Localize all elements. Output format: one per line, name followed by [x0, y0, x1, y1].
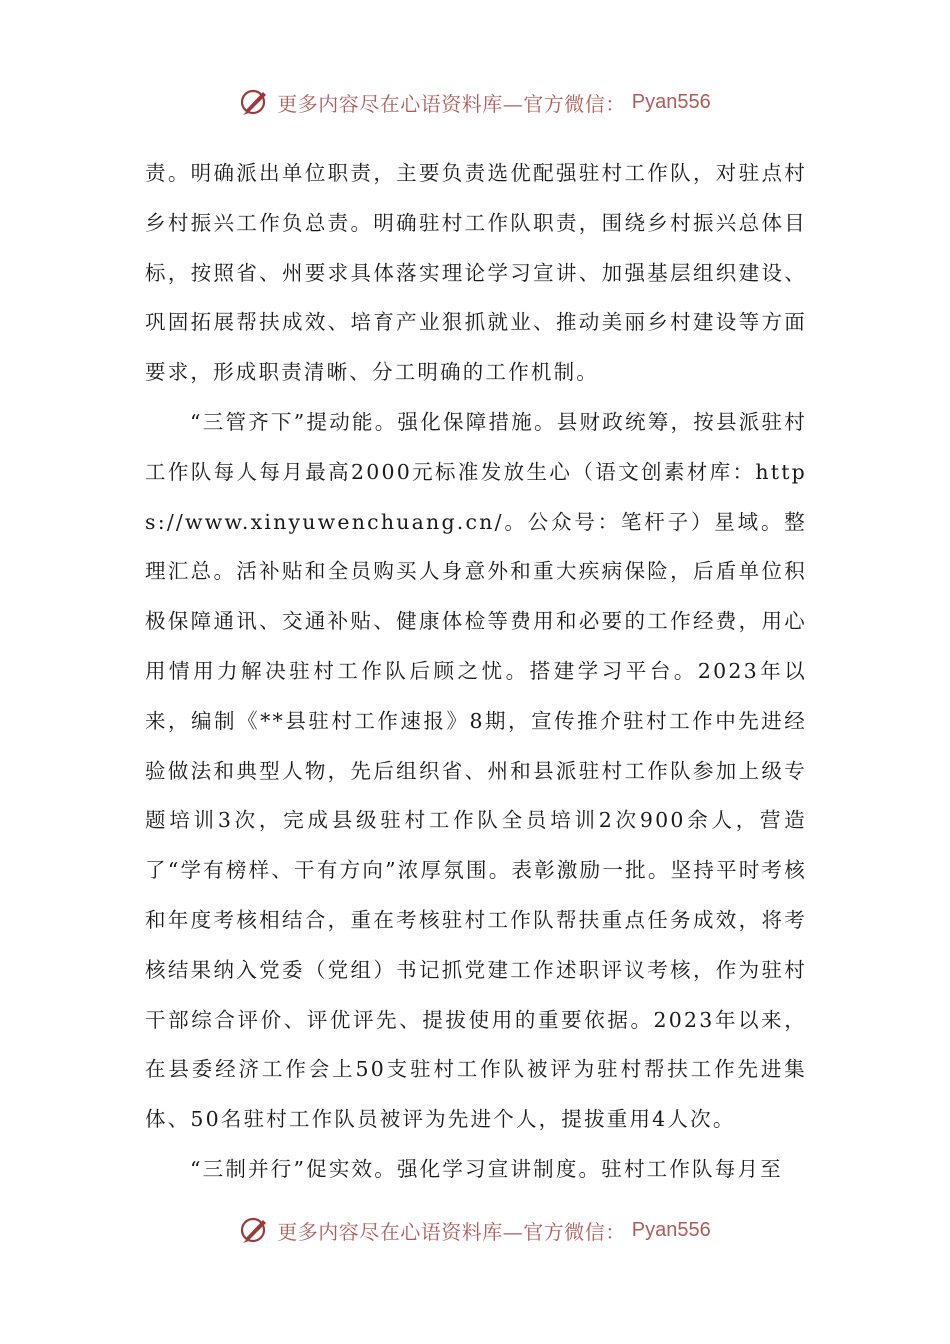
paragraph-2: “三管齐下”提动能。强化保障措施。县财政统筹，按县派驻村工作队每人每月最高2000元标准发放生心（语文创素材库：https://www.xinyuwenchuang.cn/。公众号：笔杆子）星域。整理汇总。活补贴和全员购买人身意外和重大疾病保险，后盾单位积极保障通讯、交通补贴、健康体检等费用和必要的工作经费，用心用情用力解决驻村工作队后顾之忧。搭建学习平台。2023年以来，编制《**县驻村工作速报》8期，宣传推介驻村工作中先进经验做法和典型人物，先后组织省、州和县派驻村工作队参加上级专题培训3次，完成县级驻村工作队全员培训2次900余人，营造了“学有榜样、干有方向”浓厚氛围。表彰激励一批。坚持平时考核和年度考核相结合，重在考核驻村工作队帮扶重点任务成效，将考核结果纳入党委（党组）书记抓党建工作述职评议考核，作为驻村干部综合评价、评优评先、提拔使用的重要依据。2023年以来，在县委经济工作会上50支驻村工作队被评为驻村帮扶工作先进集体、50名驻村工作队员被评为先进个人，提拔重用4人次。 [145, 409, 807, 1132]
footer-banner [0, 1210, 950, 1250]
footer-wechat-id: Pyan556 [631, 1218, 711, 1241]
pen-logo-icon [239, 86, 271, 118]
paragraph-1: 责。明确派出单位职责，主要负责选优配强驻村工作队，对驻点村乡村振兴工作负总责。明确驻村工作队职责，围绕乡村振兴总体目标，按照省、州要求具体落实理论学习宣讲、加强基层组织建设、巩固拓展帮扶成效、培育产业狠抓就业、推动美丽乡村建设等方面要求，形成职责清晰、分工明确的工作机制。 [145, 161, 807, 385]
paragraph-3: “三制并行”促实效。强化学习宣讲制度。驻村工作队每月至 [190, 1156, 783, 1181]
pen-logo-icon [239, 1214, 271, 1246]
header-banner [0, 82, 950, 122]
footer-banner-text: 更多内容尽在心语资料库—官方微信： [277, 1219, 626, 1244]
header-wechat-id: Pyan556 [631, 90, 711, 113]
document-body [145, 149, 807, 1195]
header-banner-text: 更多内容尽在心语资料库—官方微信： [277, 91, 626, 116]
